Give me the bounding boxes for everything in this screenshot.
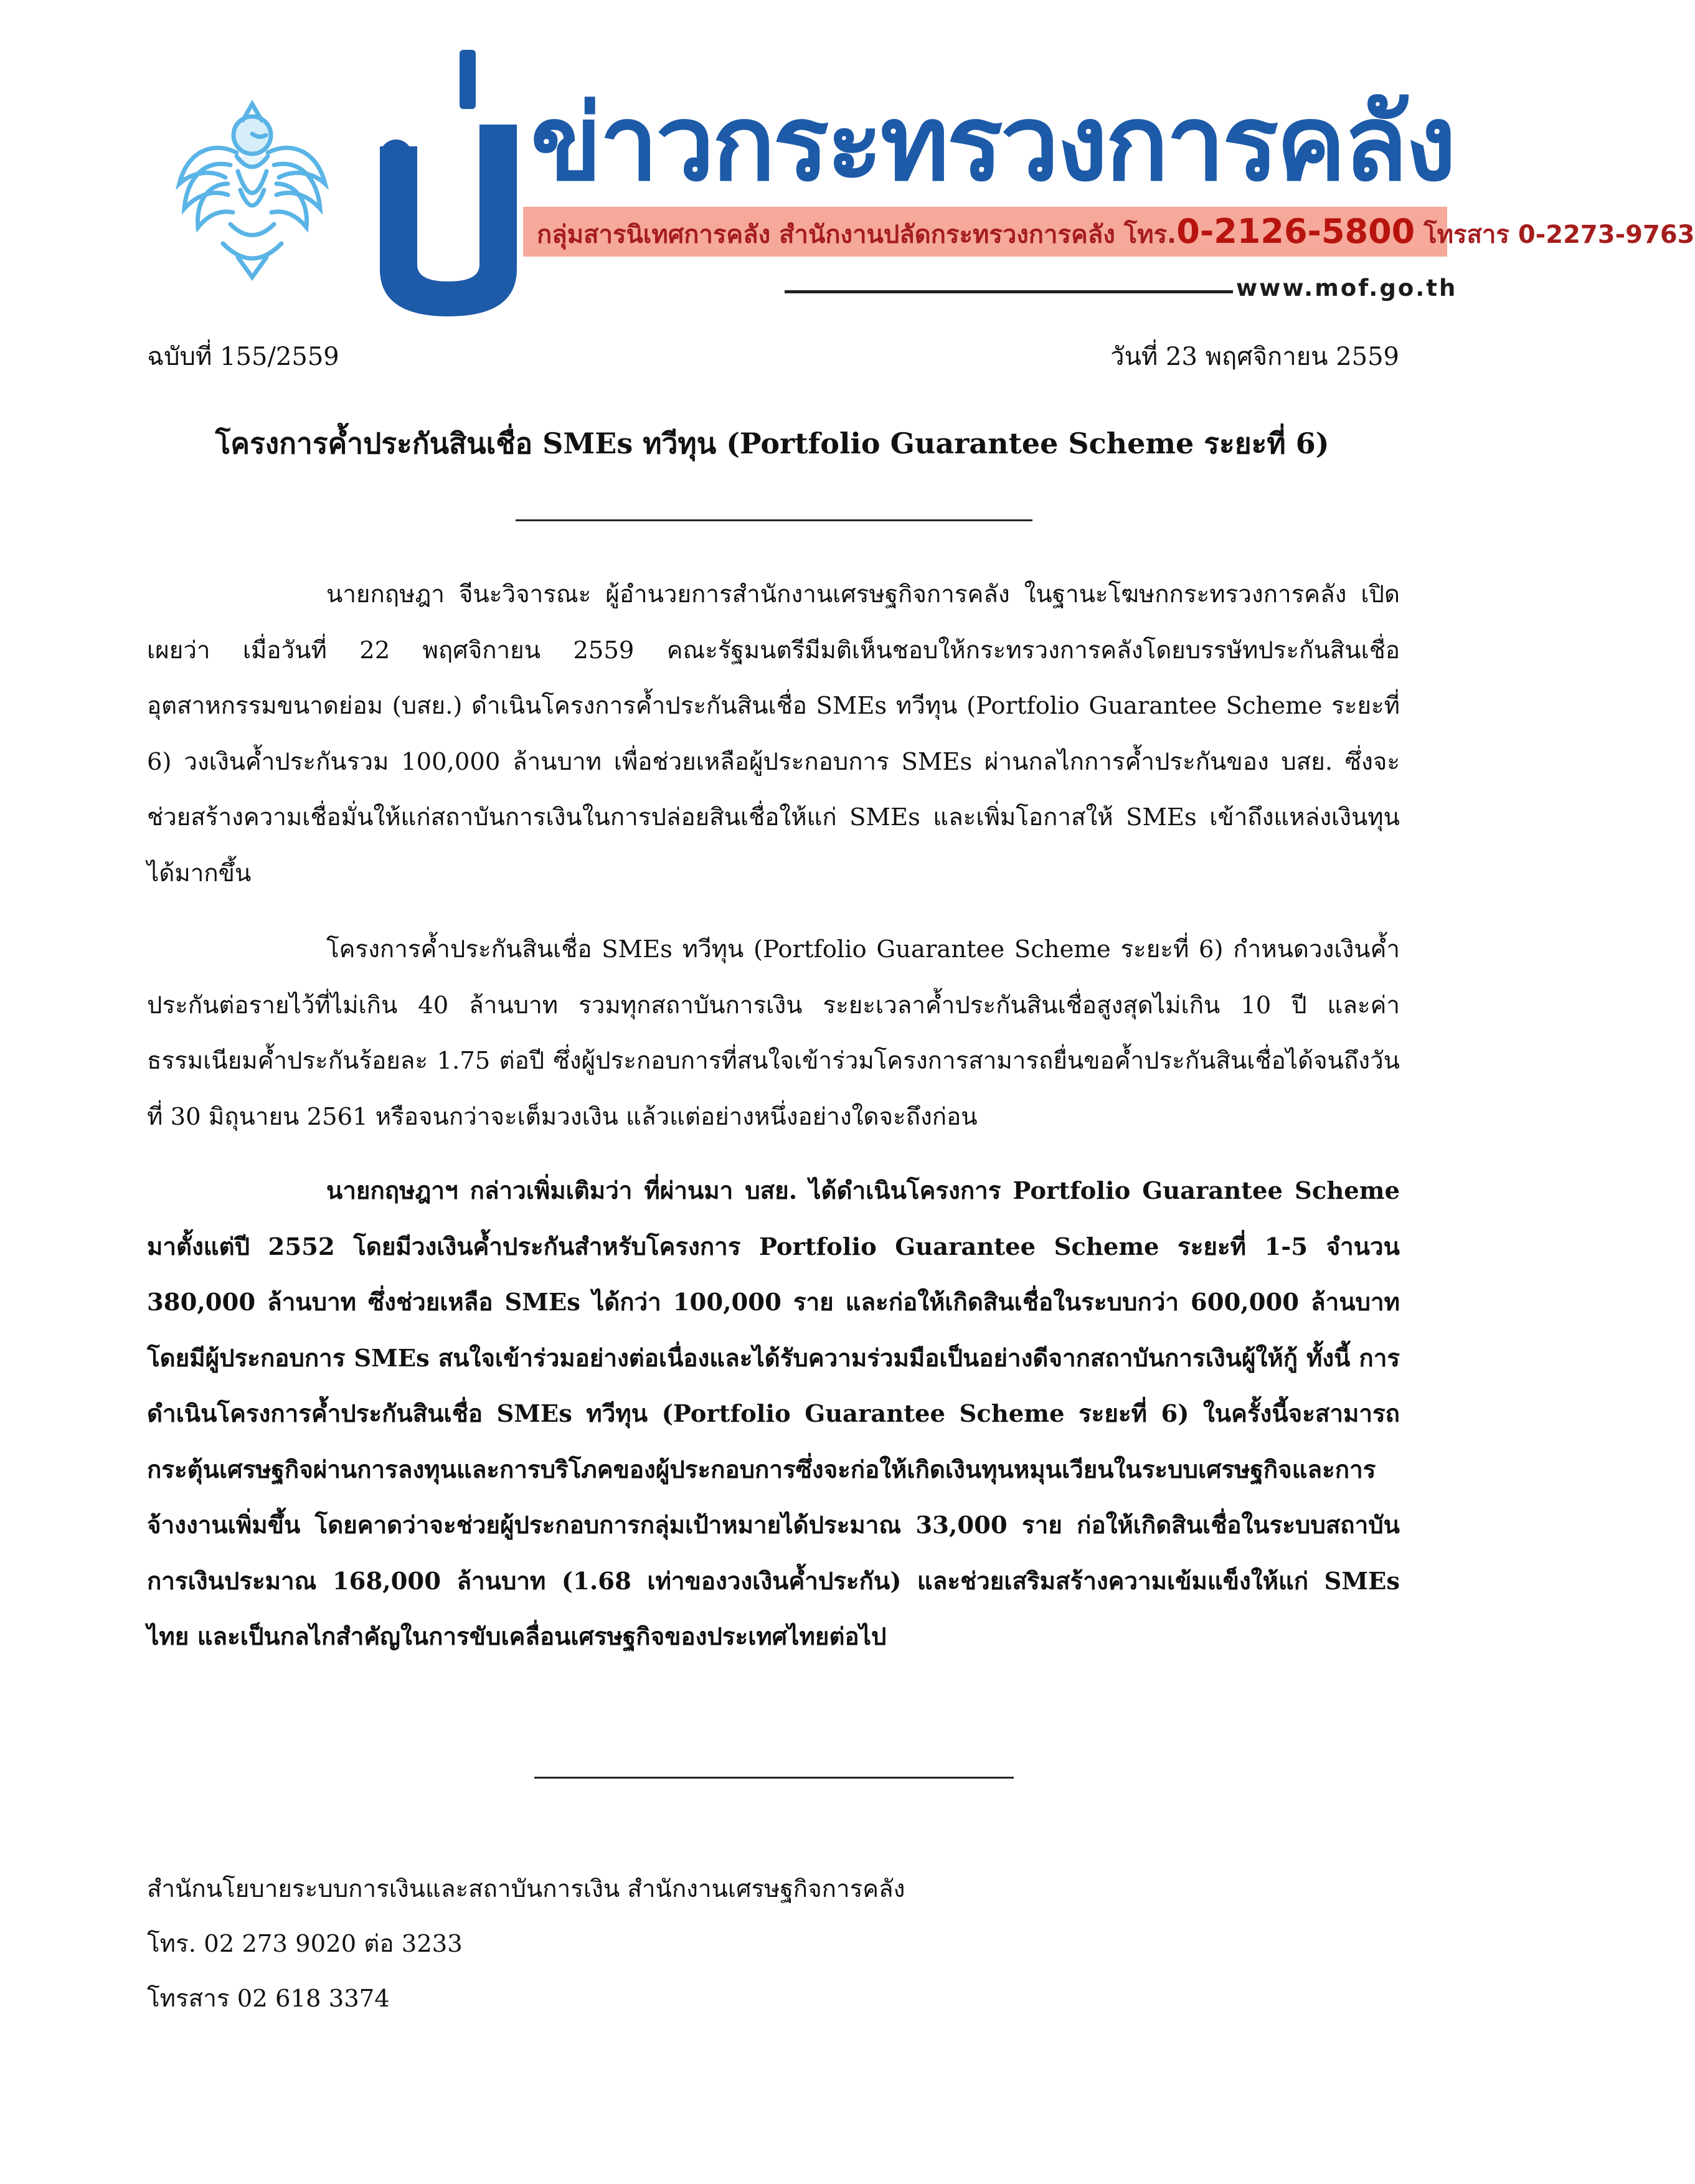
masthead-contact-text: [537, 208, 1695, 255]
body-paragraph-1: นายกฤษฎา จีนะวิจารณะ ผู้อำนวยการสำนักงานเศรษฐกิจการคลัง ในฐานะโฆษกกระทรวงการคลัง เปิดเผยว่า เมื่อวันที่ 22 พฤศจิกายน 2559 คณะรัฐมนตรีมีมติเห็นชอบให้กระทรวงการคลังโดยบรรษัทประกันสินเชื่ออุตสาหกรรมขนาดย่อม (บสย.) ดำเนินโครงการค้ำประกันสินเชื่อ SMEs ทวีทุน (Portfolio Guarantee Scheme ระยะที่ 6) วงเงินค้ำประกันรวม 100,000 ล้านบาท เพื่อช่วยเหลือผู้ประกอบการ SMEs ผ่านกลไกการค้ำประกันของ บสย. ซึ่งจะช่วยสร้างความเชื่อมั่นให้แก่สถาบันการเงินในการปล่อยสินเชื่อให้แก่ SMEs และเพิ่มโอกาสให้ SMEs เข้าถึงแหล่งเงินทุนได้มากขึ้น: [147, 580, 1400, 887]
fax-label: โทรสาร: [1424, 220, 1509, 249]
phone-number: 0-2126-5800: [1176, 212, 1415, 251]
issue-number: ฉบับที่ 155/2559: [147, 343, 339, 371]
phone-label: โทร.: [1123, 220, 1177, 249]
fax-number: 0-2273-9763: [1518, 220, 1695, 249]
headline: โครงการค้ำประกันสินเชื่อ SMEs ทวีทุน (Portfolio Guarantee Scheme ระยะที่ 6): [215, 427, 1329, 460]
contact-footer: [147, 1862, 1330, 2026]
issue-date: วันที่ 23 พฤศจิกายน 2559: [1110, 343, 1399, 371]
masthead-rule: [785, 290, 1233, 293]
masthead-subtitle: กลุ่มสารนิเทศการคลัง สำนักงานปลัดกระทรวงการคลัง: [537, 220, 1115, 249]
footer-office: สำนักนโยบายระบบการเงินและสถาบันการเงิน สำนักงานเศรษฐกิจการคลัง: [147, 1875, 905, 1903]
divider-bottom: [534, 1777, 1014, 1779]
footer-fax: โทรสาร 02 618 3374: [147, 1985, 390, 2013]
footer-tel: โทร. 02 273 9020 ต่อ 3233: [147, 1930, 463, 1958]
masthead-title: ข่าวกระทรวงการคลัง: [531, 82, 1454, 204]
website-url: www.mof.go.th: [1236, 275, 1458, 301]
divider-top: [516, 519, 1032, 521]
body-paragraph-2: โครงการค้ำประกันสินเชื่อ SMEs ทวีทุน (Portfolio Guarantee Scheme ระยะที่ 6) กำหนดวงเงินค้ำประกันต่อรายไว้ที่ไม่เกิน 40 ล้านบาท รวมทุกสถาบันการเงิน ระยะเวลาค้ำประกันสินเชื่อสูงสุดไม่เกิน 10 ปี และค่าธรรมเนียมค้ำประกันร้อยละ 1.75 ต่อปี ซึ่งผู้ประกอบการที่สนใจเข้าร่วมโครงการสามารถยื่นขอค้ำประกันสินเชื่อได้จนถึงวันที่ 30 มิถุนายน 2561 หรือจนกว่าจะเต็มวงเงิน แล้วแต่อย่างหนึ่งอย่างใดจะถึงก่อน: [147, 935, 1400, 1131]
garuda-emblem-icon: [168, 97, 336, 283]
body-paragraph-3: นายกฤษฎาฯ กล่าวเพิ่มเติมว่า ที่ผ่านมา บสย. ได้ดำเนินโครงการ Portfolio Guarantee Scheme มาตั้งแต่ปี 2552 โดยมีวงเงินค้ำประกันสำหรับโครงการ Portfolio Guarantee Scheme ระยะที่ 1-5 จำนวน 380,000 ล้านบาท ซึ่งช่วยเหลือ SMEs ได้กว่า 100,000 ราย และก่อให้เกิดสินเชื่อในระบบกว่า 600,000 ล้านบาท โดยมีผู้ประกอบการ SMEs สนใจเข้าร่วมอย่างต่อเนื่องและได้รับความร่วมมือเป็นอย่างดีจากสถาบันการเงินผู้ให้กู้ ทั้งนี้ การดำเนินโครงการค้ำประกันสินเชื่อ SMEs ทวีทุน (Portfolio Guarantee Scheme ระยะที่ 6) ในครั้งนี้จะสามารถกระตุ้นเศรษฐกิจผ่านการลงทุนและการบริโภคของผู้ประกอบการซึ่งจะก่อให้เกิดเงินทุนหมุนเวียนในระบบเศรษฐกิจและการจ้างงานเพิ่มขึ้น โดยคาดว่าจะช่วยผู้ประกอบการกลุ่มเป้าหมายได้ประมาณ 33,000 ราย ก่อให้เกิดสินเชื่อในระบบสถาบันการเงินประมาณ 168,000 ล้านบาท (1.68 เท่าของวงเงินค้ำประกัน) และช่วยเสริมสร้างความเข้มแข็งให้แก่ SMEs ไทย และเป็นกลไกสำคัญในการขับเคลื่อนเศรษฐกิจของประเทศไทยต่อไป: [147, 1177, 1400, 1651]
masthead-big-letter-icon: [374, 37, 523, 305]
